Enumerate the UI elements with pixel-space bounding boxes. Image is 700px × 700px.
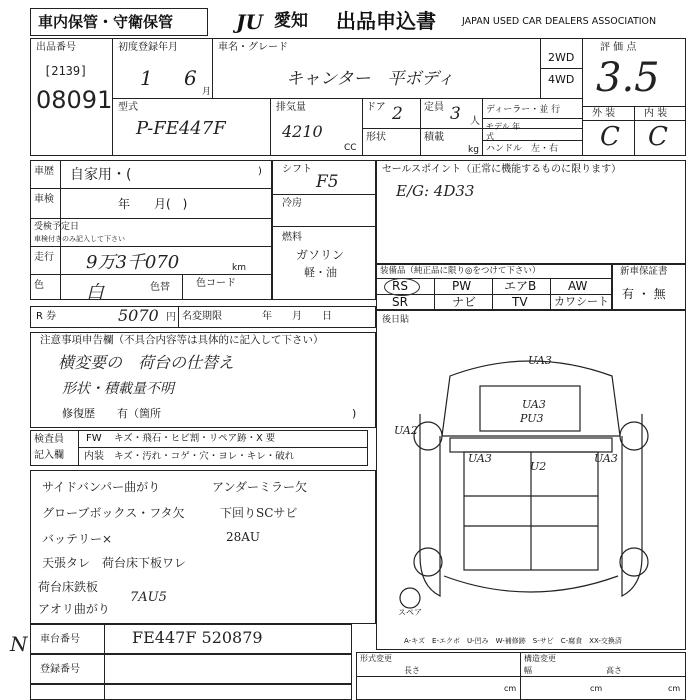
car-name-label: 車名・グレード xyxy=(218,42,288,53)
chassis-value: FE447F 520879 xyxy=(132,628,263,647)
mark-roof: UA3 xyxy=(522,398,546,411)
mark-left-body: UA3 xyxy=(468,452,492,465)
received-note: 車検付きのみ記入して下さい xyxy=(34,235,125,243)
interior-value: C xyxy=(648,122,668,152)
height-label: 高さ xyxy=(606,666,622,675)
inspector-label: 検査員 xyxy=(34,434,64,445)
equip-pw: PW xyxy=(452,279,472,293)
memo-2: アンダーミラー欠 xyxy=(212,480,308,494)
repair-history-close: ) xyxy=(352,407,357,420)
equip-navi: ナビ xyxy=(452,295,477,309)
rs-circle xyxy=(384,278,420,296)
lot-no-label: 出品番号 xyxy=(36,42,76,53)
memo-4: 下回りSCサビ xyxy=(220,506,298,520)
equip-airbag: エアB xyxy=(504,279,537,293)
cm-unit-3: cm xyxy=(668,684,681,693)
warranty-label: 新車保証書 xyxy=(620,266,668,277)
month-unit: 月 xyxy=(202,87,212,97)
interior-label: 内 装 xyxy=(644,108,668,119)
mark-right-body: UA3 xyxy=(594,452,618,465)
mark-center: U2 xyxy=(530,460,547,473)
4wd-label: 4WD xyxy=(548,73,575,86)
fuel-value: ガソリン xyxy=(296,248,345,262)
equip-rs: RS xyxy=(392,279,408,293)
yen-unit: 円 xyxy=(166,312,176,323)
first-reg-label: 初度登録年月 xyxy=(118,42,178,53)
equip-tv: TV xyxy=(512,295,528,309)
fw-label: FW xyxy=(86,433,102,444)
mark-top: UA3 xyxy=(528,354,552,367)
diagram-right-side xyxy=(622,414,642,596)
memo-8: 荷台床鉄板 xyxy=(38,580,99,594)
color-value: 白 xyxy=(86,282,104,303)
fuel-label: 燃料 xyxy=(282,232,302,243)
2wd-label: 2WD xyxy=(548,51,575,64)
km-unit: km xyxy=(232,263,246,273)
association-name: JAPAN USED CAR DEALERS ASSOCIATION xyxy=(462,16,657,27)
spare-tire xyxy=(400,588,420,608)
notes-line-1: 横変要の 荷台の仕替え xyxy=(58,353,235,372)
memo-9: アオリ曲がり xyxy=(38,602,110,616)
color-code-label: 色コード xyxy=(196,278,236,289)
history-close: ) xyxy=(258,166,262,177)
color-label: 色 xyxy=(34,280,44,291)
org-name: 愛知 xyxy=(274,11,308,31)
lot-code: [2139] xyxy=(44,64,88,78)
displacement-label: 排気量 xyxy=(276,102,306,113)
reg-no-extra xyxy=(30,684,352,700)
reg-month: 6 xyxy=(184,66,197,90)
color-change-label: 色替 xyxy=(150,282,170,293)
memo-3: グローブボックス・フタ欠 xyxy=(42,506,185,520)
history-value: 自家用・( xyxy=(70,167,132,183)
inspection-label: 車検 xyxy=(34,194,54,205)
shape-label: 形状 xyxy=(366,132,386,143)
cc-unit: CC xyxy=(344,143,357,153)
length-label: 長さ xyxy=(404,666,420,675)
structural-change-label: 構造変更 xyxy=(524,654,556,663)
equip-leather-seat: カワシート xyxy=(554,295,609,308)
lot-number: 08091 xyxy=(36,86,113,114)
history-label: 車歴 xyxy=(34,166,54,177)
diagram-hood xyxy=(450,438,612,452)
mark-roof-2: PU3 xyxy=(520,412,544,425)
notes-line-2: 形状・積載量不明 xyxy=(62,381,174,397)
mileage-label: 走行 xyxy=(34,252,54,263)
width-label: 幅 xyxy=(524,666,532,675)
r-ticket-value: 5070 xyxy=(118,306,159,325)
inspection-unit: 年 月( ) xyxy=(118,197,188,211)
received-label: 受検予定日 xyxy=(34,222,80,232)
capacity-value: 3 xyxy=(450,104,461,124)
wheel-rear-right xyxy=(620,548,648,576)
cooler-label: 冷房 xyxy=(282,198,302,209)
displacement-value: 4210 xyxy=(282,122,323,141)
fuel-type: 軽・油 xyxy=(304,266,337,279)
top-grid xyxy=(30,38,686,156)
repair-history-label: 修復歴 有（箇所 xyxy=(62,407,161,420)
car-name-value: キャンター 平ボディ xyxy=(286,69,454,89)
equipment-label: 装備品（純正品に限り◎をつけて下さい） xyxy=(380,266,541,276)
model-value: P-FE447F xyxy=(136,118,226,139)
memo-10: 7AU5 xyxy=(130,590,167,605)
cm-unit-2: cm xyxy=(590,684,603,693)
exterior-value: C xyxy=(600,122,620,152)
entry-label: 記入欄 xyxy=(34,450,64,461)
memo-6: 28AU xyxy=(226,530,261,544)
fw-items: キズ・飛石・ヒビ割・リペア跡・X 要 xyxy=(114,433,276,444)
door-value: 2 xyxy=(392,104,403,124)
memo-1: サイドバンパー曲がり xyxy=(42,480,161,494)
margin-mark: N xyxy=(10,632,28,656)
naisou-items: キズ・汚れ・コゲ・穴・ヨレ・キレ・破れ xyxy=(114,451,295,462)
form-title: 出品申込書 xyxy=(336,9,436,33)
capacity-label: 定員 xyxy=(424,102,444,113)
reg-no-label: 登録番号 xyxy=(40,664,80,675)
wheel-rear-left xyxy=(414,548,442,576)
mileage-value: 9万3千070 xyxy=(86,252,180,273)
sales-point-value: E/G: 4D33 xyxy=(396,182,475,200)
cm-unit-1: cm xyxy=(504,684,517,693)
door-label: ドア xyxy=(366,102,386,113)
damage-legend: A-キズ E-エクボ U-凹み W-補修跡 S-サビ C-腐食 XX-交換済 xyxy=(404,637,622,645)
r-ticket-label: R 券 xyxy=(36,311,57,322)
storage-note: 車内保管・守衛保管 xyxy=(38,13,174,31)
dealer-label: ディーラー・並 行 xyxy=(486,105,561,115)
shift-value: F5 xyxy=(316,172,339,192)
score-value: 3.5 xyxy=(596,55,660,101)
diagram-left-side xyxy=(420,414,440,596)
model-year-label: モデル 年式 xyxy=(486,122,521,141)
equip-sr: SR xyxy=(392,295,408,309)
warranty-options: 有 ・ 無 xyxy=(622,287,666,301)
reg-year: 1 xyxy=(140,66,153,90)
diagram-rear xyxy=(444,576,618,592)
shift-label: シフト xyxy=(282,164,312,175)
after-fit-label: 後日貼 xyxy=(382,315,410,325)
handle-label: ハンドル 左・右 xyxy=(486,144,559,154)
name-change-label: 名変期限 xyxy=(182,311,222,322)
wheel-front-right xyxy=(620,422,648,450)
notes-title: 注意事項申告欄（不具合内容等は具体的に記入して下さい） xyxy=(40,334,324,346)
payload-label: 積載 xyxy=(424,132,444,143)
memo-5: バッテリー× xyxy=(42,532,113,546)
spare-label: スペア xyxy=(398,608,422,617)
naisou-label: 内装 xyxy=(84,451,104,462)
memo-7: 天張タレ 荷台床下板ワレ xyxy=(42,556,187,570)
format-change-label: 形式変更 xyxy=(360,654,392,663)
kg-unit: kg xyxy=(468,145,479,155)
wheel-front-left xyxy=(414,422,442,450)
ju-logo: JU xyxy=(236,10,263,34)
sales-point-label: セールスポイント（正常に機能するものに限ります） xyxy=(382,164,622,175)
vehicle-damage-diagram xyxy=(380,326,682,644)
equip-aw: AW xyxy=(568,279,588,293)
exterior-label: 外 装 xyxy=(592,108,616,119)
model-label: 型式 xyxy=(118,102,138,113)
mark-left-door: UA2 xyxy=(394,424,418,437)
name-change-unit: 年 月 日 xyxy=(262,311,332,322)
score-label: 評 価 点 xyxy=(600,42,637,53)
chassis-label: 車台番号 xyxy=(40,634,80,645)
person-unit: 人 xyxy=(470,116,480,127)
